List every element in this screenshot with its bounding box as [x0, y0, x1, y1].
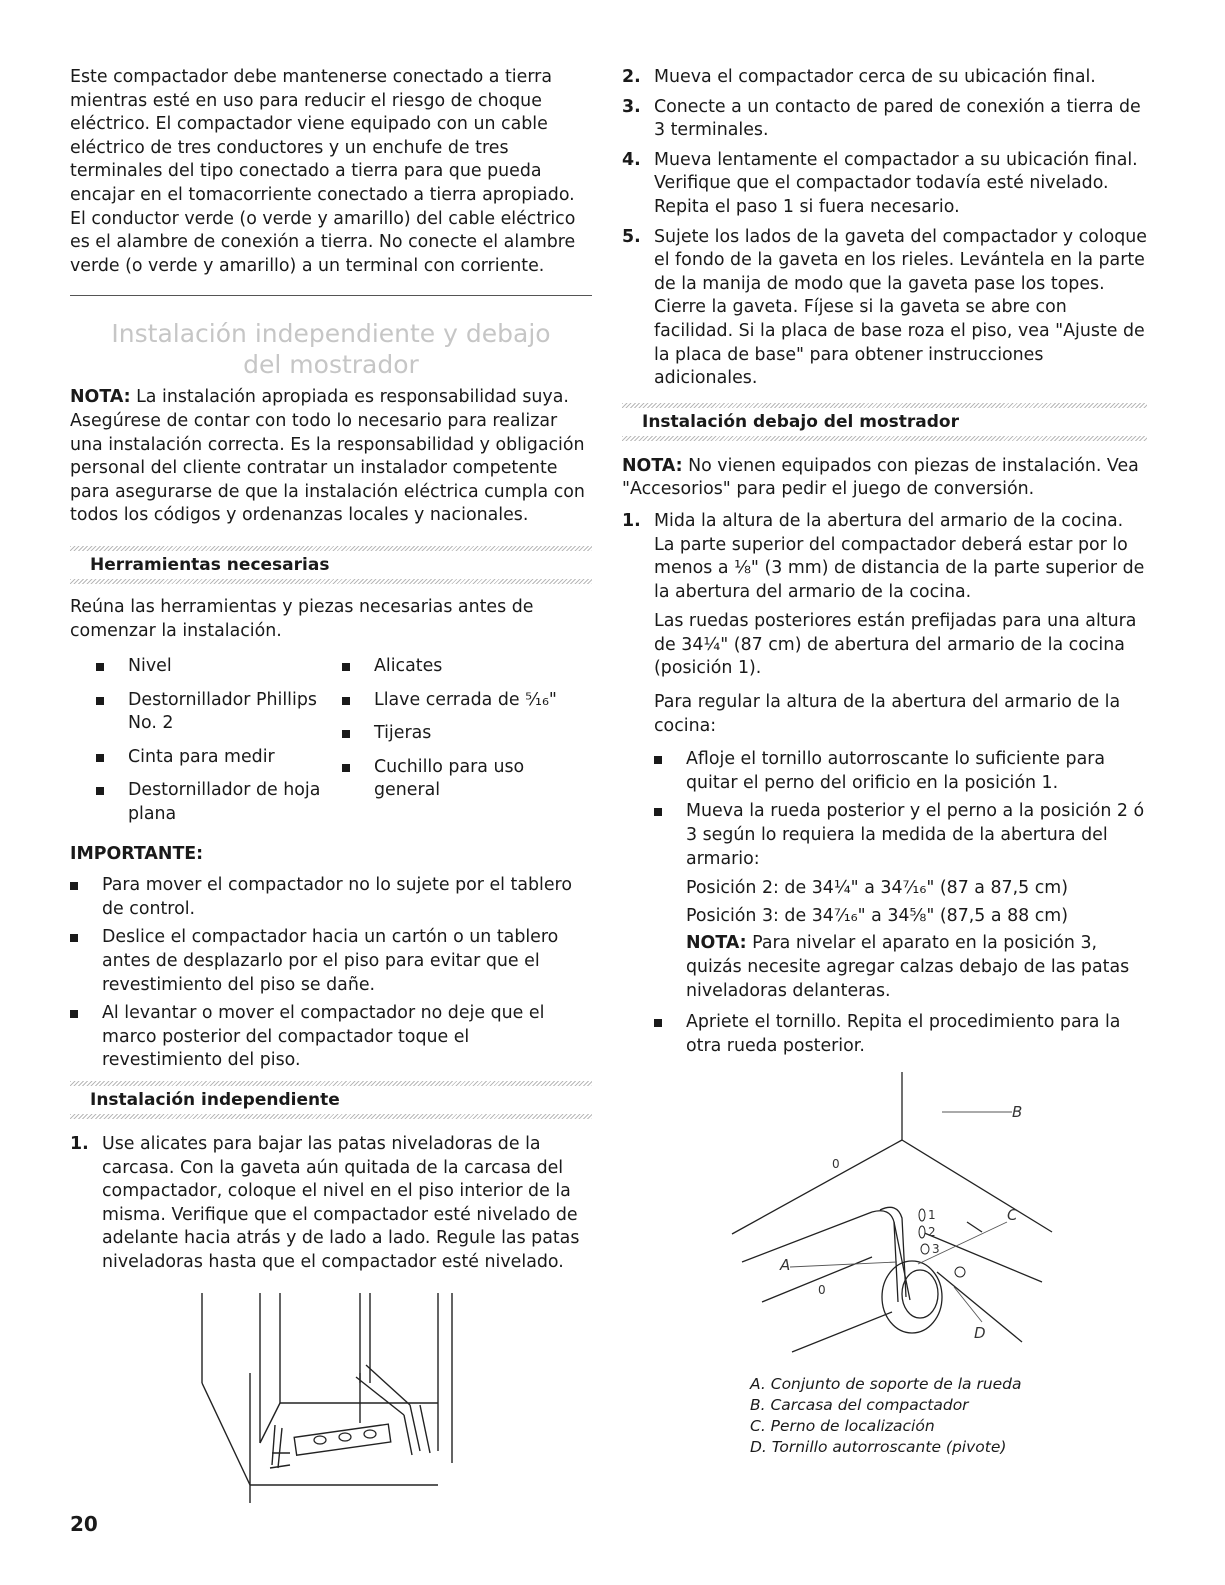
adjust-item: Apriete el tornillo. Repita el procedimiento para la otra rueda posterior. [654, 1011, 1147, 1058]
under-counter-steps [622, 510, 1147, 604]
hatch-divider [70, 1114, 592, 1119]
caption-c: C. Perno de localización [750, 1417, 935, 1436]
tool-item: Llave cerrada de ⁵⁄₁₆" [342, 689, 592, 713]
marker-0: 0 [818, 1283, 826, 1298]
level-illustration [180, 1293, 480, 1503]
step-item: 1. Use alicates para bajar las patas niveladoras de la carcasa. Con la gaveta aún quitada de la carcasa del compactador, coloque el nivel en el piso interior de la misma. Verifique que el compactador esté nivelado de adelante hacia atrás y de lado a lado. Regule las patas niveladoras hasta que el compactador esté nivelado. [70, 1134, 580, 1272]
tool-item: Cuchillo para uso general [342, 756, 592, 803]
adjust-steps-final [654, 1011, 1147, 1058]
step-item: 3. Conecte a un contacto de pared de conexión a tierra de 3 terminales. [622, 96, 1141, 141]
step-item: 1. Mida la altura de la abertura del armario de la cocina. La parte superior del compactador deberá estar por lo menos a ⅛" (3 mm) de distancia de la parte superior de la abertura del armario de la cocina. [622, 510, 1145, 602]
page-number: 20 [70, 1512, 98, 1536]
tools-column-2 [342, 655, 592, 837]
important-label: IMPORTANTE: [70, 843, 204, 864]
tool-item: Destornillador Phillips No. 2 [96, 689, 342, 736]
installation-note: NOTA: La instalación apropiada es responsabilidad suya. Asegúrese de contar con todo lo necesario para realizar una instalación correcta. Es la responsabilidad y obligación personal del cliente contratar un instalador competente para asegurarse de que la instalación eléctrica cumpla con todos los códigos y ordenanzas locales y nacionales. [70, 387, 585, 526]
tools-heading: Herramientas necesarias [90, 554, 330, 575]
label-b: B [1012, 1103, 1023, 1122]
wheel-bracket-diagram [722, 1072, 1082, 1372]
position-values [622, 877, 1147, 1003]
important-item: Para mover el compactador no lo sujete por el tablero de control. [70, 874, 592, 921]
important-item: Al levantar o mover el compactador no deje que el marco posterior del compactador toque el revestimiento del piso. [70, 1002, 592, 1073]
step-item: 4. Mueva lentamente el compactador a su ubicación final. Verifique que el compactador todavía esté nivelado. Repita el paso 1 si fuera necesario. [622, 149, 1138, 217]
adjust-intro: Para regular la altura de la abertura del armario de la cocina: [654, 692, 1121, 736]
label-c: C [1007, 1206, 1018, 1225]
tool-item: Cinta para medir [96, 746, 342, 770]
label-d: D [974, 1324, 986, 1343]
caption-a: A. Conjunto de soporte de la rueda [750, 1375, 1022, 1394]
tool-item: Nivel [96, 655, 342, 679]
under-counter-note: NOTA: No vienen equipados con piezas de instalación. Vea "Accesorios" para pedir el juego de conversión. [622, 455, 1139, 500]
important-item: Deslice el compactador hacia un cartón o un tablero antes de desplazarlo por el piso para evitar que el revestimiento del piso se dañe. [70, 926, 592, 997]
position-note: NOTA: Para nivelar el aparato en la posición 3, quizás necesite agregar calzas debajo de las patas niveladoras delanteras. [686, 933, 1130, 1001]
position-label-3: 3 [932, 1242, 940, 1257]
position-2: Posición 2: de 34¼" a 34⁷⁄₁₆" (87 a 87,5 cm) [686, 878, 1069, 899]
wheel-preset-text: Las ruedas posteriores están prefijadas para una altura de 34¼" (87 cm) de abertura del armario de la cocina (posición 1). [654, 611, 1137, 679]
position-label-1: 1 [928, 1208, 936, 1223]
tool-item: Alicates [342, 655, 592, 679]
under-counter-heading: Instalación debajo del mostrador [642, 411, 959, 432]
tool-item: Tijeras [342, 722, 592, 746]
freestanding-steps-continued [622, 66, 1147, 391]
hatch-divider [70, 579, 592, 584]
caption-d: D. Tornillo autorroscante (pivote) [750, 1438, 1007, 1457]
right-column [622, 66, 1147, 1458]
freestanding-heading: Instalación independiente [90, 1090, 340, 1110]
tools-intro: Reúna las herramientas y piezas necesarias antes de comenzar la instalación. [70, 596, 534, 641]
important-list [70, 874, 592, 1073]
caption-b: B. Carcasa del compactador [750, 1396, 969, 1415]
section-heading: Instalación independiente y debajo del mostrador [111, 319, 551, 380]
diagram-caption [750, 1374, 1147, 1458]
label-a: A [780, 1256, 791, 1275]
adjust-item: Afloje el tornillo autorroscante lo suficiente para quitar el perno del orificio en la posición 1. [654, 748, 1147, 795]
tools-list [96, 655, 592, 837]
position-label-2: 2 [928, 1225, 936, 1240]
grounding-intro: Este compactador debe mantenerse conectado a tierra mientras esté en uso para reducir el riesgo de choque eléctrico. El compactador viene equipado con un cable eléctrico de tres conductores y un enchufe de tres terminales del tipo conectado a tierra para que pueda encajar en el tomacorriente conectado a tierra apropiado. El conductor verde (o verde y amarillo) del cable eléctrico es el alambre de conexión a tierra. No conecte el alambre verde (o verde y amarillo) a un terminal con corriente. [70, 67, 576, 276]
marker-0: 0 [832, 1157, 840, 1172]
section-divider [70, 295, 592, 296]
adjust-item: Mueva la rueda posterior y el perno a la posición 2 ó 3 según lo requiera la medida de la abertura del armario: [654, 800, 1147, 871]
adjust-steps [654, 748, 1147, 871]
step-item: 2. Mueva el compactador cerca de su ubicación final. [622, 67, 1096, 87]
tools-column-1 [96, 655, 342, 837]
freestanding-steps [70, 1133, 592, 1275]
position-3: Posición 3: de 34⁷⁄₁₆" a 34⅝" (87,5 a 88 cm) [686, 905, 1069, 926]
tool-item: Destornillador de hoja plana [96, 779, 342, 826]
left-column [70, 66, 592, 1503]
step-item: 5. Sujete los lados de la gaveta del compactador y coloque el fondo de la gaveta en los rieles. Levántela en la parte de la manija de modo que la gaveta pase los topes. Cierre la gaveta. Fíjese si la gaveta se abre con facilidad. Si la placa de base roza el piso, vea "Ajuste de la placa de base" para obtener instrucciones adicionales. [622, 226, 1148, 389]
hatch-divider [622, 436, 1147, 441]
